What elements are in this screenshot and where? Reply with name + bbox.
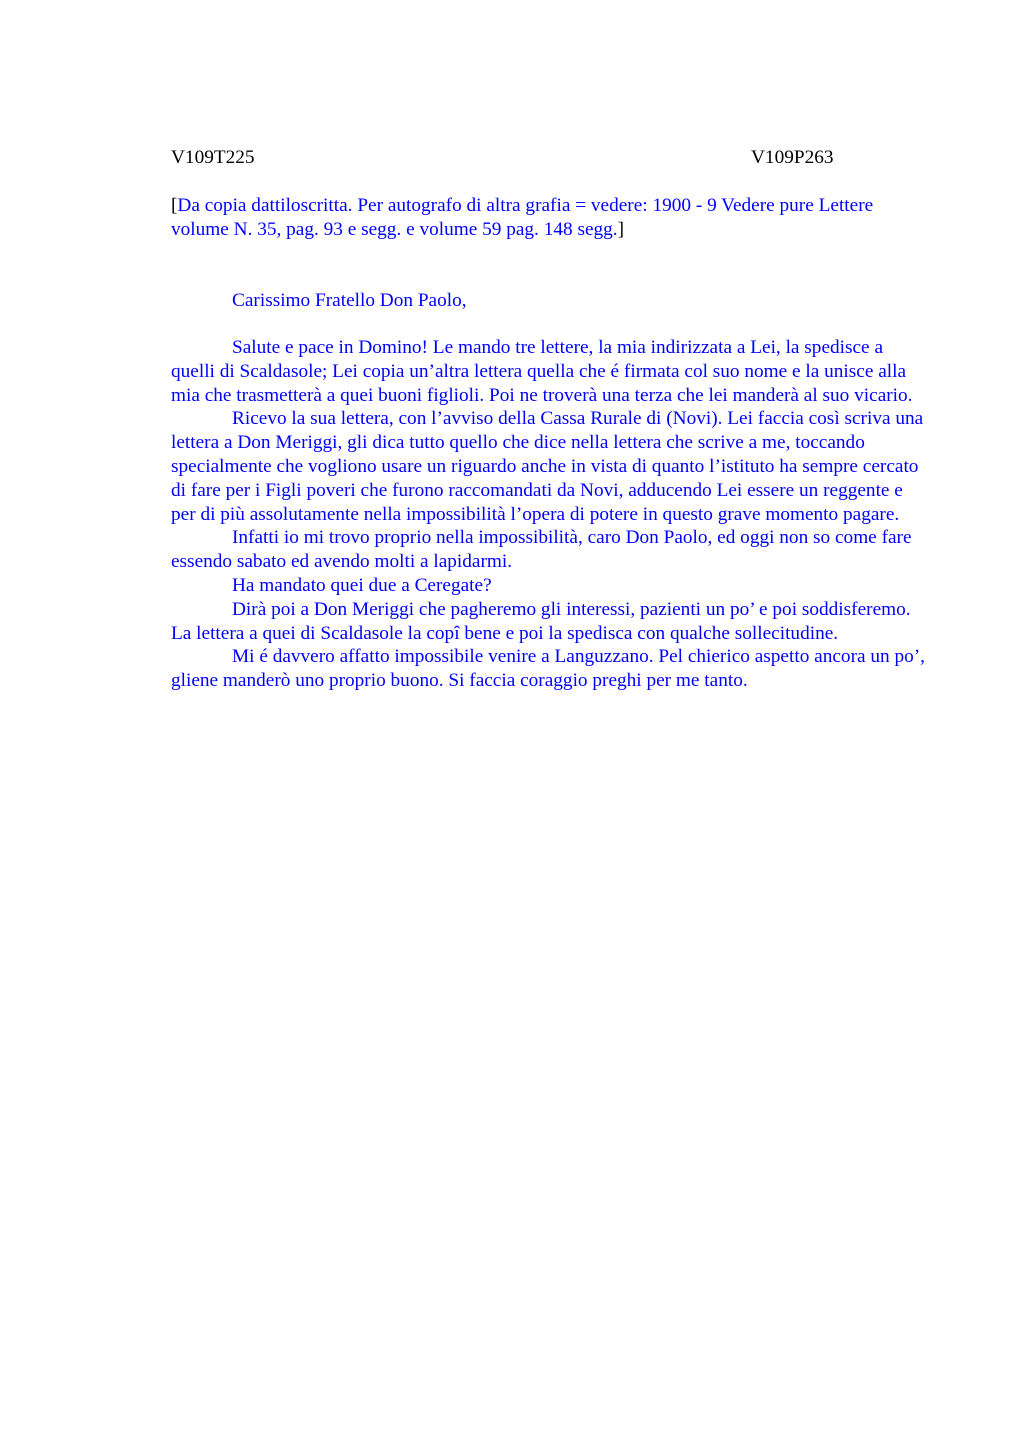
editorial-open-bracket: [: [171, 195, 178, 216]
editorial-note-text: Da copia dattiloscritta. Per autografo di altra grafia = vedere: 1900 - 9 Vedere pure Lettere volume N. 35, pag. 93 e segg. e volume 59 pag. 148 segg.: [171, 195, 874, 240]
letter-paragraph: Ha mandato quei due a Ceregate?: [232, 574, 492, 596]
reference-code-left: V109T225: [171, 147, 255, 168]
letter-salutation: Carissimo Fratello Don Paolo,: [232, 290, 467, 311]
letter-paragraph: Dirà poi a Don Meriggi che pagheremo gli interessi, pazienti un po’ e poi soddisferemo. La lettera a quei di Scaldasole la copî bene e poi la spedisca con qualche sollecitudine.: [171, 598, 911, 644]
letter-paragraph: Infatti io mi trovo proprio nella impossibilità, caro Don Paolo, ed oggi non so come fare essendo sabato ed avendo molti a lapidarmi.: [171, 527, 912, 573]
editorial-close-bracket: ]: [617, 218, 625, 240]
letter-paragraph: Salute e pace in Domino! Le mando tre lettere, la mia indirizzata a Lei, la spedisce a quelli di Scaldasole; Lei copia un’altra lettera quella che é firmata col suo nome e la unisce alla mia che trasmetterà a quei buoni figlioli. Poi ne troverà una terza che lei manderà al suo vicario.: [171, 337, 913, 406]
letter-paragraph: Mi é davvero affatto impossibile venire a Languzzano. Pel chierico aspetto ancora un po’, gliene manderò uno proprio buono. Si faccia coraggio preghi per me tanto.: [171, 646, 925, 692]
reference-code-right: V109P263: [751, 147, 834, 168]
letter-paragraph: Ricevo la sua lettera, con l’avviso della Cassa Rurale di (Novi). Lei faccia così scriva una lettera a Don Meriggi, gli dica tutto quello che dice nella lettera che scrive a me, toccando specialmente che vogliono usare un riguardo anche in vista di quanto l’istituto ha sempre cercato di fare per i Figli poveri che furono raccomandati da Novi, adducendo Lei essere un reggente e per di più assolutamente nella impossibilità l’opera di potere in questo grave momento pagare.: [171, 408, 924, 525]
editorial-note: [171, 194, 931, 242]
letter-body: [171, 336, 926, 693]
